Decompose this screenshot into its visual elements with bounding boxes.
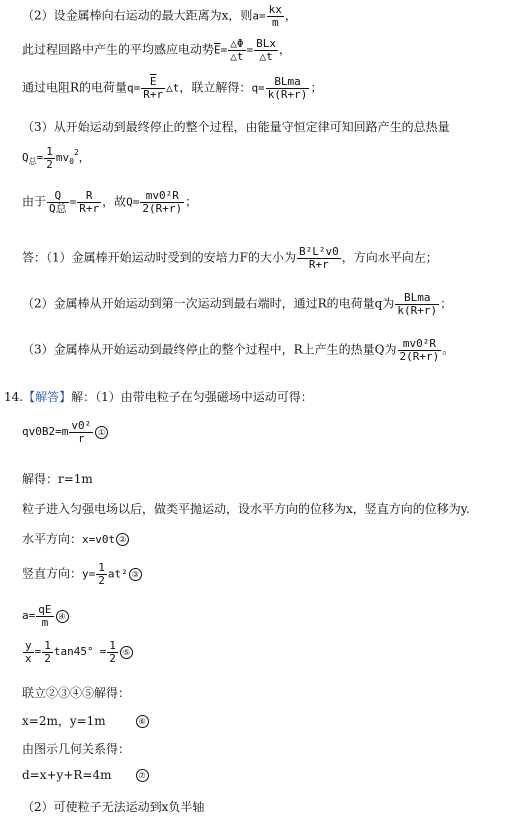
text: ，方向水平向左；	[341, 250, 438, 265]
superscript: 2	[73, 148, 79, 158]
text: d=x+y+R=4m	[22, 768, 112, 782]
question-number: 14.	[4, 390, 24, 404]
line-21	[22, 768, 149, 782]
fraction	[42, 640, 53, 664]
line-10	[4, 388, 313, 405]
numerator: qE	[38, 603, 52, 616]
fraction	[140, 190, 184, 214]
fraction	[297, 246, 341, 270]
math: x=v0t	[82, 533, 116, 546]
math: mv	[55, 151, 70, 165]
math: =	[69, 195, 77, 209]
math: q=	[251, 81, 265, 95]
line-12	[22, 470, 93, 487]
fraction	[96, 562, 107, 586]
fraction	[266, 76, 310, 100]
line-19	[22, 712, 149, 729]
line-5	[22, 146, 90, 170]
text: ，	[279, 42, 292, 57]
math: a=	[252, 9, 266, 23]
numerator: mv0²R	[140, 190, 184, 203]
numerator: BLx	[256, 37, 277, 50]
line-16	[22, 604, 69, 628]
denominator: m	[271, 15, 279, 29]
line-17	[22, 640, 133, 664]
subscript: 总	[28, 157, 37, 167]
math: at²	[107, 567, 128, 581]
denominator: △t	[259, 49, 273, 63]
equation-number: ⑦	[136, 769, 149, 782]
math: =	[246, 43, 254, 57]
numerator: $\overline{E}$	[141, 76, 165, 89]
text: 由于	[22, 194, 47, 209]
fraction	[36, 604, 53, 628]
denominator: R+r	[79, 201, 100, 215]
fraction	[398, 338, 442, 362]
denominator: 2	[98, 573, 105, 587]
denominator: k(R+r)	[267, 87, 308, 101]
numerator: Q	[47, 190, 69, 203]
fraction	[23, 640, 34, 664]
line-13	[22, 500, 470, 517]
equation-number: ④	[56, 610, 69, 623]
numerator: v0²	[71, 419, 92, 432]
text: 。	[442, 342, 455, 357]
denominator: m	[41, 615, 49, 629]
text: 答：（1）金属棒开始运动时受到的安培力F的大小为	[22, 250, 296, 265]
line-18	[22, 684, 130, 701]
text: 解得：r=1m	[22, 472, 93, 486]
numerator: mv0²R	[398, 338, 442, 351]
equation-number: ⑤	[120, 646, 133, 659]
text: （3）从开始运动到最终停止的整个过程，由能量守恒定律可知回路产生的总热量	[22, 120, 450, 134]
fraction	[47, 190, 69, 214]
math: =	[99, 645, 107, 659]
denominator: R+r	[308, 257, 329, 271]
equation-number: ⑥	[136, 715, 149, 728]
text: （3）金属棒从开始运动到最终停止的整个过程中，R上产生的热量Q为	[22, 342, 397, 357]
math: △t	[166, 81, 180, 95]
numerator: y	[25, 639, 32, 652]
numerator: BLma	[266, 76, 310, 89]
numerator: 1	[44, 639, 51, 652]
numerator: R	[77, 190, 101, 203]
fraction	[107, 640, 118, 664]
numerator: 1	[98, 561, 105, 574]
math: Q	[22, 151, 29, 165]
text: ，故	[102, 194, 127, 209]
denominator: 2(R+r)	[142, 201, 183, 215]
fraction	[228, 38, 245, 62]
line-8	[22, 292, 452, 316]
line-15	[22, 562, 142, 586]
text: ，	[284, 8, 297, 23]
subscript: 0	[69, 157, 74, 167]
denominator: R+r	[143, 87, 164, 101]
denominator: 2	[109, 651, 116, 665]
math: $\overline{E}$	[214, 43, 221, 57]
fraction	[141, 76, 165, 100]
denominator: △t	[230, 49, 244, 63]
fraction	[44, 146, 55, 170]
text: （2）设金属棒向右运动的最大距离为x，则	[22, 8, 253, 23]
denominator: 2(R+r)	[399, 349, 440, 363]
equation-number: ②	[116, 533, 129, 546]
math: a=	[22, 609, 36, 623]
line-6	[22, 190, 197, 214]
answer-tag: 【解答】	[23, 390, 72, 404]
line-20	[22, 740, 130, 757]
text: ；	[440, 296, 453, 311]
line-4	[22, 118, 450, 135]
line-14	[22, 530, 129, 547]
text: ；	[310, 80, 323, 95]
numerator: 1	[46, 145, 53, 158]
denominator: x	[25, 651, 32, 665]
math: qv0B2=m	[22, 425, 69, 439]
line-9	[22, 338, 454, 362]
math: =	[34, 645, 42, 659]
text: x=2m，y=1m	[22, 714, 106, 728]
text: ，联立解得：	[179, 80, 252, 95]
text: 此过程回路中产生的平均感应电动势	[22, 42, 215, 57]
denominator: r	[77, 431, 85, 445]
fraction	[254, 38, 278, 62]
text: 通过电阻R的电荷量	[22, 80, 128, 95]
line-7	[22, 246, 438, 270]
line-22	[22, 798, 204, 815]
fraction	[395, 292, 439, 316]
line-2	[22, 38, 291, 62]
text: （2）可使粒子无法运动到x负半轴	[22, 800, 205, 814]
line-1	[22, 4, 297, 28]
math: y=	[82, 567, 96, 581]
equation-number: ①	[95, 426, 108, 439]
text: 由图示几何关系得：	[22, 742, 131, 756]
denominator: 2	[46, 157, 53, 171]
text: ；	[185, 194, 198, 209]
fraction	[267, 4, 284, 28]
text: 水平方向：	[22, 532, 83, 546]
denominator: Q总	[49, 201, 67, 215]
math: tan45°	[53, 645, 94, 659]
text: 解：（1）由带电粒子在匀强磁场中运动可得：	[71, 390, 313, 404]
fraction	[77, 190, 101, 214]
numerator: kx	[268, 3, 282, 16]
text: ，	[78, 151, 90, 165]
line-3	[22, 76, 322, 100]
math: =	[36, 151, 44, 165]
numerator: B²L²v0	[298, 245, 339, 258]
equation-number: ③	[129, 568, 142, 581]
denominator: k(R+r)	[397, 303, 438, 317]
text: （2）金属棒从开始运动到第一次运动到最右端时，通过R的电荷量q为	[22, 296, 395, 311]
denominator: 2	[44, 651, 51, 665]
math: =	[220, 43, 228, 57]
line-11	[22, 420, 108, 444]
numerator: BLma	[395, 292, 439, 305]
math: Q=	[126, 195, 140, 209]
numerator: 1	[109, 639, 116, 652]
text: 联立②③④⑤解得：	[22, 686, 131, 700]
text: 竖直方向：	[22, 566, 83, 581]
numerator: △Φ	[230, 37, 244, 50]
fraction	[69, 420, 93, 444]
math: q=	[127, 81, 141, 95]
text: 粒子进入匀强电场以后，做类平抛运动，设水平方向的位移为x，竖直方向的位移为y.	[22, 502, 470, 516]
